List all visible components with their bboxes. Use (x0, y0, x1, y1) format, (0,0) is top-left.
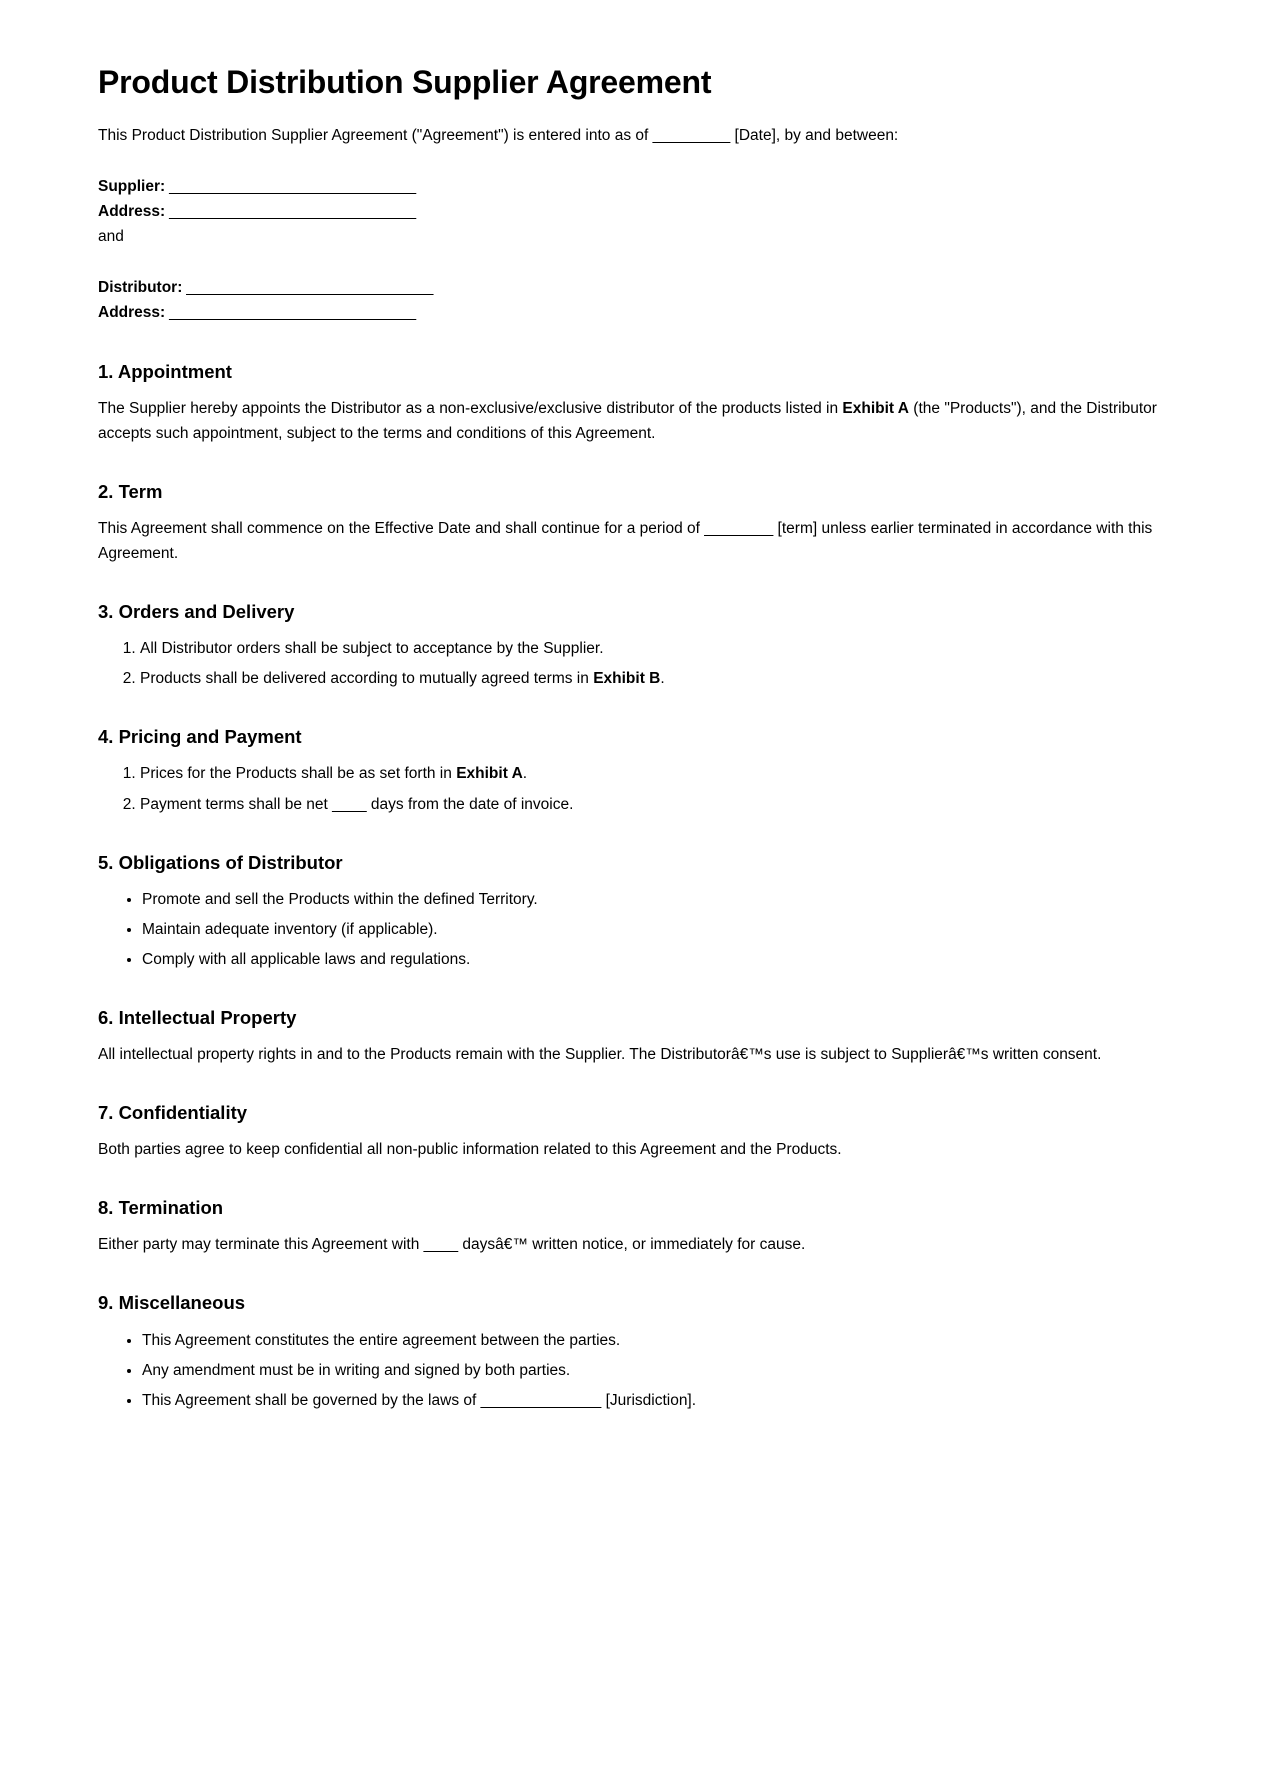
supplier-fill-rule[interactable]: ______________________________ (165, 178, 416, 196)
emphasis-text: Exhibit A (842, 399, 909, 417)
distributor-fill-rule[interactable]: ______________________________ (182, 279, 433, 297)
supplier-address-fill-rule[interactable]: ______________________________ (165, 203, 416, 221)
section-paragraph-8-termination: Either party may terminate this Agreement with ____ daysâ€™ written notice, or immediately for cause. (98, 1236, 806, 1254)
agreement-intro-paragraph: This Product Distribution Supplier Agreement ("Agreement") is entered into as of _________ [Date], by and between: (98, 127, 899, 144)
emphasis-text: Exhibit A (456, 765, 523, 783)
section-heading-6-intellectual-property: 6. Intellectual Property (98, 1007, 297, 1028)
section-heading-1-appointment: 1. Appointment (98, 360, 232, 382)
section-list-9-miscellaneous (98, 1328, 1158, 1413)
list-item: • This Agreement constitutes the entire agreement between the parties. (142, 1328, 1158, 1353)
section-list-3-orders-and-delivery (98, 636, 1158, 691)
section-heading-7-confidentiality: 7. Confidentiality (98, 1102, 248, 1124)
parties-block (98, 174, 1158, 326)
list-item: 2. Products shall be delivered according to mutually agreed terms in Exhibit B. (140, 666, 1158, 691)
sections-container (98, 360, 1158, 1413)
distributor-address-line (98, 300, 1158, 325)
list-item: • This Agreement shall be governed by the laws of ______________ [Jurisdiction]. (142, 1388, 1158, 1413)
section-heading-8-termination: 8. Termination (98, 1197, 224, 1219)
section-heading-5-obligations-of-distributor: 5. Obligations of Distributor (98, 851, 343, 873)
distributor-address-label: Address: (98, 304, 166, 322)
section-paragraph-6-intellectual-property: All intellectual property rights in and to the Products remain with the Supplier. The Distributorâ€™s use is subject to Supplierâ€™s written consent. (98, 1046, 1102, 1064)
section-heading-3-orders-and-delivery: 3. Orders and Delivery (98, 601, 295, 623)
list-item: 1. All Distributor orders shall be subject to acceptance by the Supplier. (140, 636, 1158, 661)
section-paragraph-2-term: This Agreement shall commence on the Effective Date and shall continue for a period of ________ [term] unless earlier terminated in accordance with this Agreement. (98, 519, 1153, 562)
section-list-5-obligations-of-distributor (98, 887, 1158, 972)
section-heading-2-term: 2. Term (98, 480, 163, 502)
list-item: • Comply with all applicable laws and regulations. (142, 947, 1158, 972)
section-paragraph-1-appointment: The Supplier hereby appoints the Distributor as a non-exclusive/exclusive distributor of the products listed in Exhibit A (the "Products"), and the Distributor accepts such appointment, subject to the terms and conditions of this Agreement. (98, 399, 1157, 442)
page-title: Product Distribution Supplier Agreement (98, 64, 712, 100)
distributor-line (98, 275, 1158, 300)
distributor-address-fill-rule[interactable]: ______________________________ (165, 304, 416, 322)
parties-spacer (98, 249, 1158, 275)
supplier-line (98, 174, 1158, 199)
list-item: • Any amendment must be in writing and signed by both parties. (142, 1358, 1158, 1383)
list-item: 2. Payment terms shall be net ____ days from the date of invoice. (140, 792, 1158, 817)
emphasis-text: Exhibit B (593, 670, 661, 688)
section-paragraph-7-confidentiality: Both parties agree to keep confidential all non-public information related to this Agreement and the Products. (98, 1141, 842, 1159)
list-item: • Maintain adequate inventory (if applicable). (142, 917, 1158, 942)
list-item: 1. Prices for the Products shall be as set forth in Exhibit A. (140, 761, 1158, 786)
supplier-address-line (98, 199, 1158, 224)
distributor-label: Distributor: (98, 279, 183, 297)
parties-conjunction: and (98, 228, 124, 246)
section-heading-4-pricing-and-payment: 4. Pricing and Payment (98, 726, 302, 748)
section-list-4-pricing-and-payment (98, 761, 1158, 816)
supplier-address-label: Address: (98, 203, 166, 221)
supplier-label: Supplier: (98, 178, 166, 196)
list-item: • Promote and sell the Products within the defined Territory. (142, 887, 1158, 912)
document-body (98, 62, 1158, 1418)
section-heading-9-miscellaneous: 9. Miscellaneous (98, 1292, 246, 1314)
